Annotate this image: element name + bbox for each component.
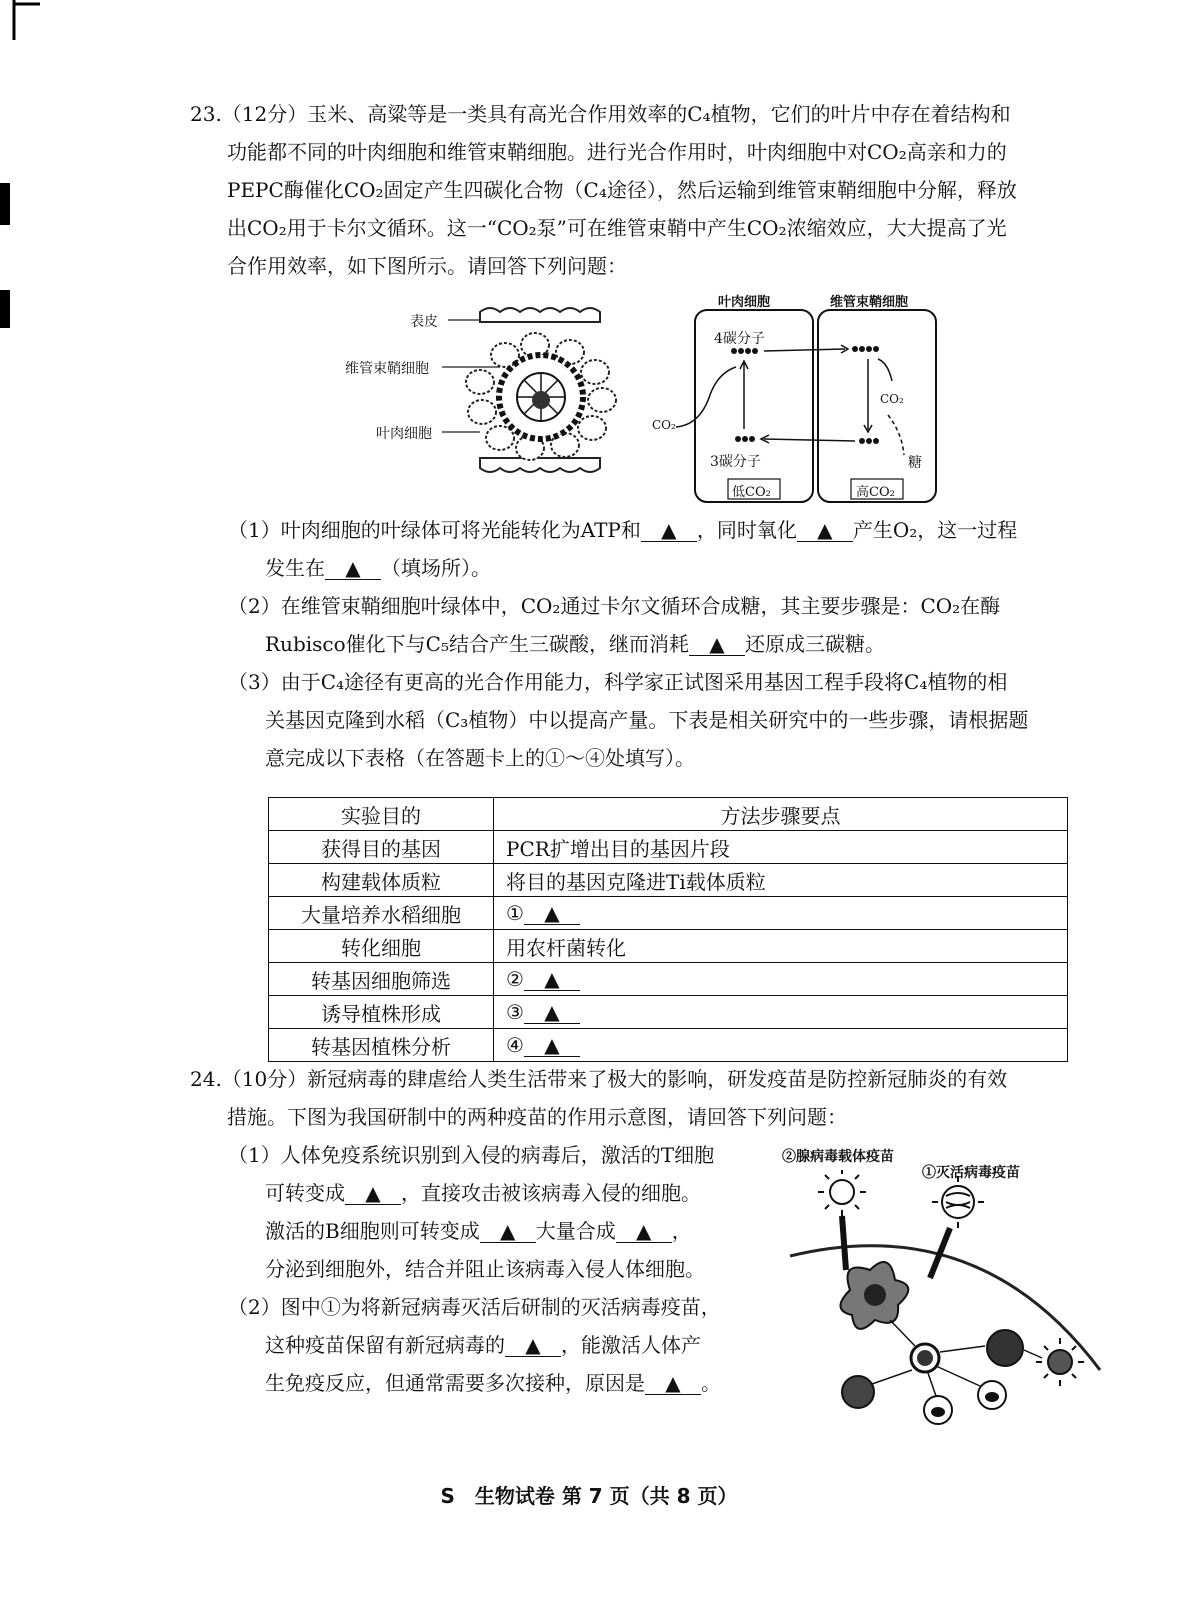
text-fragment: Rubisco催化下与C₅结合产生三碳酸，继而消耗	[265, 632, 689, 656]
infected-cell-icon	[1036, 1338, 1084, 1386]
label-mesophyll-box-title: 叶肉细胞	[718, 295, 771, 310]
table-row	[269, 897, 1068, 930]
label-epidermis: 表皮	[410, 314, 438, 330]
label-bundle-sheath-box-title: 维管束鞘细胞	[830, 295, 909, 310]
effector-t-cell-icon	[987, 1330, 1023, 1366]
answer-blank[interactable]: ▲	[524, 902, 580, 925]
table-cell	[494, 996, 1068, 1029]
answer-blank[interactable]: ▲	[641, 519, 697, 542]
leaf-cross-section-figure	[330, 300, 670, 490]
text-fragment: ，直接攻击被该病毒入侵的细胞。	[401, 1181, 701, 1205]
text-line: 23.（12分）玉米、高粱等是一类具有高光合作用效率的C₄植物，它们的叶片中存在着结构和	[190, 102, 1011, 126]
text-line: 24.（10分）新冠病毒的肆虐给人类生活带来了极大的影响，研发疫苗是防控新冠肺炎的有效	[190, 1067, 1008, 1091]
text-line	[228, 1212, 714, 1250]
text-line: 措施。下图为我国研制中的两种疫苗的作用示意图，请回答下列问题：	[227, 1105, 847, 1129]
question-23-part-3	[228, 663, 1028, 777]
answer-blank[interactable]: ▲	[616, 1220, 672, 1243]
answer-blank[interactable]: ▲	[345, 1182, 401, 1205]
table-cell: 转化细胞	[269, 930, 494, 963]
answer-blank[interactable]: ▲	[524, 1034, 580, 1057]
table-cell: 获得目的基因	[269, 831, 494, 864]
question-23-intro	[190, 95, 1017, 285]
table-cell: 诱导植株形成	[269, 996, 494, 1029]
label-c3-molecule: 3碳分子	[710, 454, 761, 470]
table-cell: 将目的基因克隆进Ti载体质粒	[494, 864, 1068, 897]
table-header-row	[269, 798, 1068, 831]
label-co2-in: CO₂	[652, 418, 676, 432]
text-fragment: 激活的B细胞则可转变成	[265, 1219, 480, 1243]
table-cell: 构建载体质粒	[269, 864, 494, 897]
table-cell: 大量培养水稻细胞	[269, 897, 494, 930]
table-cell: 转基因植株分析	[269, 1029, 494, 1062]
label-inactivated-virus-vaccine: ①灭活病毒疫苗	[922, 1165, 1020, 1181]
table-cell	[494, 963, 1068, 996]
table-row	[269, 930, 1068, 963]
answer-number: ②	[506, 967, 524, 991]
antigen-presenting-cell-icon	[840, 1262, 908, 1329]
answer-number: ④	[506, 1033, 524, 1057]
table-cell	[494, 897, 1068, 930]
page-footer: S 生物试卷 第 7 页（共 8 页）	[440, 1484, 738, 1508]
text-line: 意完成以下表格（在答题卡上的①～④处填写）。	[265, 746, 695, 770]
text-line: 出CO₂用于卡尔文循环。这一“CO₂泵”可在维管束鞘中产生CO₂浓缩效应，大大提高了光	[227, 216, 1007, 240]
answer-blank[interactable]: ▲	[524, 1001, 580, 1024]
scan-corner-mark	[0, 0, 40, 40]
label-co2-out: CO₂	[880, 392, 904, 406]
text-fragment: 还原成三碳糖。	[744, 632, 885, 656]
text-fragment: （1）叶肉细胞的叶绿体可将光能转化为ATP和	[228, 518, 641, 542]
label-c4-molecule: 4碳分子	[714, 331, 765, 347]
text-line: PEPC酶催化CO₂固定产生四碳化合物（C₄途径），然后运输到维管束鞘细胞中分解，释放	[227, 178, 1017, 202]
text-fragment: 产生O₂，这一过程	[852, 518, 1018, 542]
inactivated-virus-icon	[930, 1176, 984, 1278]
text-line	[228, 1174, 714, 1212]
answer-blank[interactable]: ▲	[325, 557, 381, 580]
table-header: 方法步骤要点	[494, 798, 1068, 831]
answer-blank[interactable]: ▲	[645, 1372, 701, 1395]
label-adenovirus-vector-vaccine: ②腺病毒载体疫苗	[782, 1149, 894, 1165]
answer-number: ①	[506, 901, 524, 925]
question-23-part-2	[228, 587, 1000, 663]
b-cell-icon	[842, 1376, 874, 1408]
answer-blank[interactable]: ▲	[505, 1334, 561, 1357]
table-row	[269, 1029, 1068, 1062]
answer-blank[interactable]: ▲	[797, 519, 853, 542]
text-fragment: 发生在	[265, 556, 325, 580]
scan-edge-bar	[0, 290, 10, 328]
text-fragment: 生免疫反应，但通常需要多次接种，原因是	[265, 1371, 645, 1395]
text-line: （2）图中①为将新冠病毒灭活后研制的灭活病毒疫苗，	[228, 1295, 721, 1319]
text-fragment: ，能激活人体产	[561, 1333, 701, 1357]
label-bundle-sheath-cell: 维管束鞘细胞	[345, 361, 429, 377]
table-cell	[494, 1029, 1068, 1062]
table-cell: PCR扩增出目的基因片段	[494, 831, 1068, 864]
vaccine-mechanism-figure	[780, 1170, 1110, 1440]
text-line: 关基因克隆到水稻（C₃植物）中以提高产量。下表是相关研究中的一些步骤，请根据题	[265, 708, 1029, 732]
scan-edge-bar	[0, 183, 10, 225]
text-fragment: 可转变成	[265, 1181, 345, 1205]
label-high-co2: 高CO₂	[856, 485, 895, 500]
answer-blank[interactable]: ▲	[689, 633, 745, 656]
text-fragment: 。	[701, 1371, 721, 1395]
table-row	[269, 963, 1068, 996]
table-row	[269, 831, 1068, 864]
text-line	[228, 625, 1000, 663]
text-line: 分泌到细胞外，结合并阻止该病毒入侵人体细胞。	[265, 1257, 705, 1281]
text-fragment: 大量合成	[535, 1219, 616, 1243]
text-fragment: 这种疫苗保留有新冠病毒的	[265, 1333, 505, 1357]
label-sugar: 糖	[908, 455, 922, 471]
text-line: 功能都不同的叶肉细胞和维管束鞘细胞。进行光合作用时，叶肉细胞中对CO₂高亲和力的	[227, 140, 1007, 164]
text-line	[228, 511, 1017, 549]
answer-blank[interactable]: ▲	[480, 1220, 536, 1243]
answer-number: ③	[506, 1000, 524, 1024]
text-line	[228, 549, 1017, 587]
adenovirus-icon	[818, 1170, 866, 1270]
question-24-part-2	[228, 1288, 721, 1402]
table-cell: 转基因细胞筛选	[269, 963, 494, 996]
table-row	[269, 996, 1068, 1029]
text-line: （3）由于C₄途径有更高的光合作用能力，科学家正试图采用基因工程手段将C₄植物的相	[228, 670, 1008, 694]
question-23-part-1	[228, 511, 1017, 587]
text-fragment: ，	[671, 1219, 692, 1243]
table-header: 实验目的	[269, 798, 494, 831]
text-line: 合作用效率，如下图所示。请回答下列问题：	[227, 254, 627, 278]
text-line	[228, 1364, 721, 1402]
text-line: （1）人体免疫系统识别到入侵的病毒后，激活的T细胞	[228, 1143, 715, 1167]
experiment-table	[268, 797, 1068, 1062]
answer-blank[interactable]: ▲	[524, 968, 580, 991]
text-fragment: （填场所）。	[381, 556, 491, 580]
table-cell: 用农杆菌转化	[494, 930, 1068, 963]
label-mesophyll-cell: 叶肉细胞	[376, 426, 432, 442]
question-24-part-1	[228, 1136, 714, 1288]
text-fragment: ，同时氧化	[696, 518, 797, 542]
table-row	[269, 864, 1068, 897]
label-low-co2: 低CO₂	[732, 485, 771, 500]
question-24-intro	[190, 1060, 1007, 1136]
text-line	[228, 1326, 721, 1364]
text-line: （2）在维管束鞘细胞叶绿体中，CO₂通过卡尔文循环合成糖，其主要步骤是：CO₂在酶	[228, 594, 1001, 618]
